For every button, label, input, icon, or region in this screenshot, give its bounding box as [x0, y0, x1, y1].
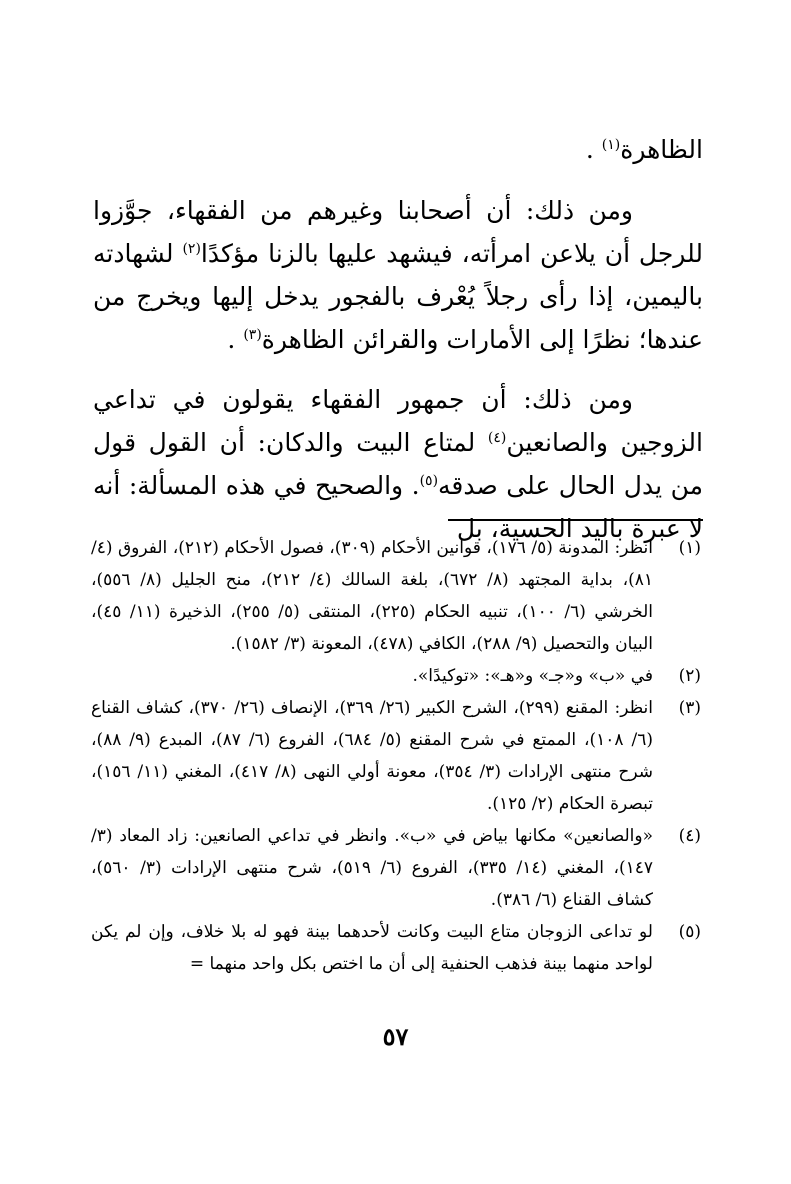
- footnotes: [91, 532, 701, 980]
- footnote-ref-2[interactable]: (٢): [182, 241, 201, 257]
- footnote-text: انظر: المدونة (٥/ ١٧٦)، قوانين الأحكام (٣٠٩)، فصول الأحكام (٢١٢)، الفروق (٤/ ٨١)، بداية المجتهد (٨/ ٦٧٢)، بلغة السالك (٤/ ٢١٢)، منح الجليل (٨/ ٥٥٦)، الخرشي (٦/ ١٠٠)، تنبيه الحكام (٢٢٥)، المنتقى (٥/ ٢٥٥)، الذخيرة (١١/ ٤٥)، البيان والتحصيل (٩/ ٢٨٨)، الكافي (٤٧٨)، المعونة (٣/ ١٥٨٢).: [91, 538, 653, 654]
- footnote-item: [91, 660, 701, 692]
- main-text: [93, 128, 703, 567]
- footnote-number: (١): [678, 538, 701, 558]
- paragraph-lian-part-1: ومن ذلك: أن أصحابنا وغيرهم من الفقهاء، جوَّزوا للرجل أن يلاعن امرأته، فيشهد عليها بالزنا مؤكدًا: [93, 196, 703, 268]
- footnote-item: [91, 692, 701, 820]
- paragraph-lian: [93, 189, 703, 361]
- footnote-ref-1[interactable]: (١): [601, 137, 621, 153]
- footnote-number: (٢): [678, 666, 701, 686]
- footnote-number: (٤): [678, 826, 701, 846]
- footnote-ref-4[interactable]: (٤): [487, 430, 507, 446]
- continuation-line: [93, 128, 703, 171]
- footnote-ref-5[interactable]: (٥): [419, 473, 439, 489]
- paragraph-spouses-part-1: ومن ذلك: أن جمهور الفقهاء يقولون في تداعي الزوجين والصانعين: [93, 385, 703, 457]
- continuation-text: الظاهرة: [620, 135, 703, 164]
- footnote-item: [91, 820, 701, 916]
- paragraph-lian-end: .: [227, 325, 236, 354]
- footnote-separator: [448, 519, 703, 521]
- footnote-text: لو تداعى الزوجان متاع البيت وكانت لأحدهما بينة فهو له بلا خلاف، وإن لم يكن لواحد منهما بينة فذهب الحنفية إلى أن ما اختص بكل واحد منهما =: [91, 922, 653, 974]
- paragraph-spouses-part-3: . والصحيح في هذه المسألة: أنه لا عبرة باليد الحسية، بل: [93, 471, 703, 543]
- footnote-text: في «ب» و«جـ» و«هـ»: «توكيدًا».: [412, 666, 653, 686]
- footnote-text: «والصانعين» مكانها بياض في «ب». وانظر في تداعي الصانعين: زاد المعاد (٣/ ١٤٧)، المغني (١٤/ ٣٣٥)، الفروع (٦/ ٥١٩)، شرح منتهى الإرادات (٣/ ٥٦٠)، كشاف القناع (٦/ ٣٨٦).: [91, 826, 654, 910]
- footnote-number: (٥): [678, 922, 701, 942]
- footnote-item: [91, 532, 701, 660]
- continuation-end: .: [585, 135, 594, 164]
- footnote-text: انظر: المقنع (٢٩٩)، الشرح الكبير (٢٦/ ٣٦٩)، الإنصاف (٢٦/ ٣٧٠)، كشاف القناع (٦/ ١٠٨)، الممتع في شرح المقنع (٥/ ٦٨٤)، الفروع (٦/ ٨٧)، المبدع (٩/ ٨٨)، شرح منتهى الإرادات (٣/ ٣٥٤)، معونة أولي النهى (٨/ ٤١٧)، المغني (١١/ ١٥٦)، تبصرة الحكام (٢/ ١٢٥).: [91, 698, 653, 814]
- page-number: ٥٧: [382, 1022, 409, 1051]
- paragraph-lian-part-2: لشهادته باليمين، إذا رأى رجلاً يُعْرف بالفجور يدخل إليها ويخرج من عندها؛ نظرًا إلى الأمارات والقرائن الظاهرة: [93, 239, 703, 354]
- paragraph-spouses-part-2: لمتاع البيت والدكان: أن القول قول من يدل الحال على صدقه: [93, 428, 703, 500]
- footnote-item: [91, 916, 701, 980]
- footnote-ref-3[interactable]: (٣): [243, 327, 262, 343]
- paragraph-spouses: [93, 378, 703, 550]
- footnote-number: (٣): [678, 698, 701, 718]
